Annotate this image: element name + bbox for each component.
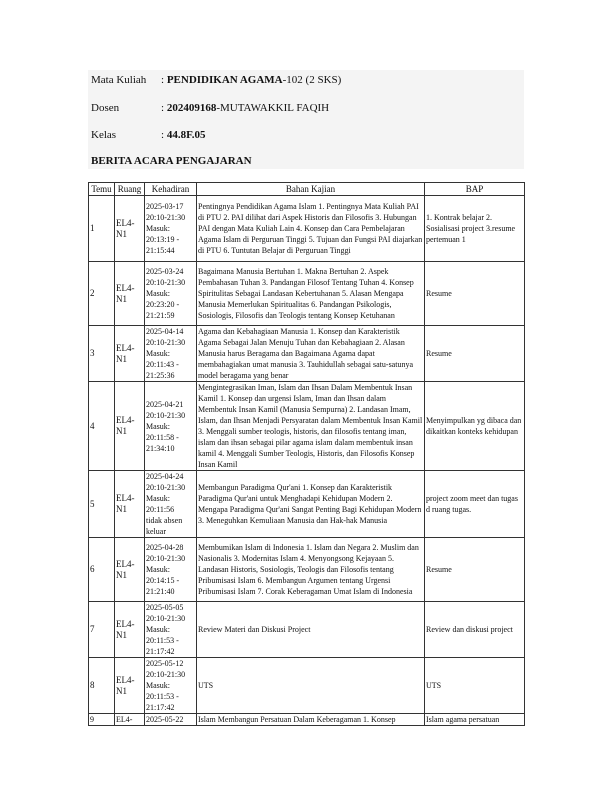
kehadiran-line: Masuk: [146, 681, 170, 690]
cell-temu: 4 [89, 382, 115, 471]
kelas-row [91, 128, 206, 142]
cell-ruang: EL4-N1 [115, 538, 145, 602]
col-ruang: Ruang [115, 183, 145, 196]
section-title: BERITA ACARA PENGAJARAN [91, 155, 252, 167]
table-row [89, 382, 525, 471]
kehadiran-line: 2025-05-05 [146, 603, 184, 612]
cell-bap: Review dan diskusi project [425, 602, 525, 658]
cell-temu: 3 [89, 326, 115, 382]
kehadiran-line: 2025-04-24 [146, 472, 184, 481]
cell-temu: 2 [89, 262, 115, 326]
kehadiran-line: 20:11:56 [146, 505, 175, 514]
kehadiran-line: 20:11:53 - [146, 692, 179, 701]
cell-temu: 5 [89, 471, 115, 538]
kehadiran-line: 21:34:10 [146, 443, 175, 453]
kehadiran-line: Masuk: [146, 349, 170, 358]
dosen-label: Dosen [91, 102, 120, 114]
kehadiran-line: 21:17:42 [146, 647, 175, 656]
cell-bap: UTS [425, 658, 525, 714]
kehadiran-line: Masuk: [146, 494, 170, 503]
kehadiran-line: 20:10-21:30 [146, 338, 186, 347]
kehadiran-line: 2025-04-14 [146, 327, 184, 336]
cell-bahan-kajian: UTS [197, 658, 425, 714]
separator: : [161, 102, 167, 114]
kehadiran-line: 2025-04-28 [146, 543, 184, 552]
cell-bap: Resume [425, 326, 525, 382]
cell-ruang: EL4-N1 [115, 262, 145, 326]
cell-temu: 6 [89, 538, 115, 602]
kehadiran-line: 2025-04-21 [146, 399, 184, 409]
kehadiran-line: 20:11:58 - [146, 432, 179, 442]
kelas-value: 44.8F.05 [166, 129, 206, 141]
cell-temu: 8 [89, 658, 115, 714]
kehadiran-line: 20:11:43 - [146, 360, 179, 369]
cell-temu: 1 [89, 196, 115, 262]
cell-ruang: EL4-N1 [115, 602, 145, 658]
kehadiran-line: 21:21:59 [146, 311, 175, 320]
cell-bap: 1. Kontrak belajar 2. Sosialisasi project 3.resume pertemuan 1 [425, 196, 525, 262]
cell-kehadiran [145, 658, 197, 714]
cell-temu: 7 [89, 602, 115, 658]
kehadiran-line: 2025-05-12 [146, 659, 184, 668]
kehadiran-line: 20:10-21:30 [146, 213, 186, 222]
cell-temu: 9 [89, 714, 115, 726]
table-row [89, 538, 525, 602]
cell-bahan-kajian: Pentingnya Pendidikan Agama Islam 1. Pentingnya Mata Kuliah PAI di PTU 2. PAI dilihat dari Aspek Historis dan Filosofis 3. Hubungan PAI dengan Mata Kuliah Lain 4. Konsep dan Cara Pembelajaran Agama Islam di Perguruan Tinggi 5. Tujuan dan Fungsi PAI diajarkan di PTU 6. Tuntutan Belajar di Perguruan Tinggi [197, 196, 425, 262]
cell-ruang: EL4-N1 [115, 326, 145, 382]
col-temu: Temu [89, 183, 115, 196]
cell-bahan-kajian: Agama dan Kebahagiaan Manusia 1. Konsep dan Karakteristik Agama Sebagai Jalan Menuju Tuhan dan Kebahagiaan 2. Alasan Manusia harus Beragama dan Bagaimana Agama dapat membahagiakan umat manusia 3. Tauhidullah sebagai satu-satunya model beragama yang benar [197, 326, 425, 382]
attendance-table [88, 182, 525, 726]
kehadiran-line: Masuk: [146, 289, 170, 298]
table-row [89, 471, 525, 538]
kehadiran-line: 21:25:36 [146, 371, 175, 380]
cell-ruang: EL4- [115, 714, 145, 726]
kehadiran-line: Masuk: [146, 224, 170, 233]
cell-bap: Resume [425, 538, 525, 602]
table-row [89, 262, 525, 326]
cell-ruang: EL4-N1 [115, 196, 145, 262]
table-row [89, 602, 525, 658]
kehadiran-line: 20:13:19 - [146, 235, 180, 244]
kelas-label: Kelas [91, 129, 117, 141]
kehadiran-line: tidak absen [146, 516, 183, 525]
kehadiran-line: 21:15:44 [146, 246, 175, 255]
cell-bahan-kajian: Membangun Paradigma Qur'ani 1. Konsep dan Karakteristik Paradigma Qur'ani untuk Menghadapi Kehidupan Modern 2. Mengapa Paradigma Qur'ani Sangat Penting Bagi Kehidupan Modern 3. Meneguhkan Kemuliaan Manusia dan Hak-hak Manusia [197, 471, 425, 538]
cell-kehadiran [145, 471, 197, 538]
col-kehadiran: Kehadiran [145, 183, 197, 196]
kehadiran-line: 20:10-21:30 [146, 278, 186, 287]
cell-bahan-kajian: Islam Membangun Persatuan Dalam Keberagaman 1. Konsep [197, 714, 425, 726]
kehadiran-line: 20:10-21:30 [146, 554, 186, 563]
mata-kuliah-label: Mata Kuliah [91, 74, 147, 86]
table-body [89, 196, 525, 726]
cell-kehadiran [145, 196, 197, 262]
dosen-row [91, 101, 329, 115]
course-name: PENDIDIKAN AGAMA [166, 74, 283, 86]
kehadiran-line: Masuk: [146, 421, 170, 431]
kehadiran-line: Masuk: [146, 625, 170, 634]
cell-bap: Islam agama persatuan [425, 714, 525, 726]
cell-kehadiran [145, 262, 197, 326]
kehadiran-line: 20:10-21:30 [146, 483, 186, 492]
col-bap: BAP [425, 183, 525, 196]
cell-kehadiran [145, 326, 197, 382]
cell-bahan-kajian: Bagaimana Manusia Bertuhan 1. Makna Bertuhan 2. Aspek Pembahasan Tuhan 3. Pandangan Filosof Tentang Tuhan 4. Konsep Spiritulitas Sebagai Landasan Kebertuhanan 5. Alasan Mengapa Manusia Memerlukan Spiritualitas 6. Pandangan Psikologis, Sosiologis, Filosofis dan Teologis tentang Konsep Ketuhanan [197, 262, 425, 326]
dosen-id: 202409168 [166, 102, 217, 114]
cell-bap: Resume [425, 262, 525, 326]
separator: : [161, 129, 167, 141]
mata-kuliah-row [91, 73, 341, 87]
cell-kehadiran [145, 714, 197, 726]
cell-ruang: EL4-N1 [115, 658, 145, 714]
cell-kehadiran [145, 602, 197, 658]
table-row [89, 658, 525, 714]
kehadiran-line: 21:21:40 [146, 587, 175, 596]
course-code: -102 (2 SKS) [282, 74, 342, 86]
cell-bap: Menyimpulkan yg dibaca dan dikaitkan konteks kehidupan [425, 382, 525, 471]
kehadiran-line: 20:10-21:30 [146, 670, 186, 679]
separator: : [161, 74, 167, 86]
cell-ruang: EL4-N1 [115, 471, 145, 538]
course-info-panel [88, 70, 524, 169]
kehadiran-line: 2025-03-24 [146, 267, 184, 276]
cell-ruang: EL4-N1 [115, 382, 145, 471]
kehadiran-line: 20:10-21:30 [146, 614, 186, 623]
kehadiran-line: 20:11:53 - [146, 636, 179, 645]
kehadiran-line: 20:14:15 - [146, 576, 180, 585]
cell-bahan-kajian: Membumikan Islam di Indonesia 1. Islam dan Negara 2. Muslim dan Nasionalis 3. Modernitas Islam 4. Menyongsong Kejayaan 5. Landasan Historis, Sosiologis, Teologis dan Filosofis tentang Pribumisasi Islam 6. Membangun Argumen tentang Urgensi Pribumisasi Islam 7. Corak Keberagaman Umat Islam di Indonesia [197, 538, 425, 602]
cell-bahan-kajian: Review Materi dan Diskusi Project [197, 602, 425, 658]
col-bahan-kajian: Bahan Kajian [197, 183, 425, 196]
dosen-name: -MUTAWAKKIL FAQIH [216, 102, 330, 114]
kehadiran-line: 2025-03-17 [146, 202, 184, 211]
cell-bap: project zoom meet dan tugas d ruang tugas. [425, 471, 525, 538]
kehadiran-line: 20:23:20 - [146, 300, 180, 309]
cell-kehadiran [145, 382, 197, 471]
table-row [89, 326, 525, 382]
table-header-row [89, 183, 525, 196]
kehadiran-line: 2025-05-22 [146, 715, 184, 724]
kehadiran-line: 20:10-21:30 [146, 410, 186, 420]
cell-bahan-kajian: Mengintegrasikan Iman, Islam dan Ihsan Dalam Membentuk Insan Kamil 1. Konsep dan urgensi Islam, Iman dan Ihsan dalam Membentuk Insan Kamil (Manusia Sempurna) 2. Landasan Imam, Islam, dan Ihsan Menjadi Persyaratan dalam Membentuk Insan Kamil 3. Menggali sumber teologis, historis, dan filosofis tentang iman, islam dan ihsan sebagai pilar agama islam dalam membentuk insan kamil 4. Menggali Sumber Teologis, Historis, dan Filosofis Konsep Insan Kamil [197, 382, 425, 471]
kehadiran-line: keluar [146, 527, 166, 536]
kehadiran-line: 21:17:42 [146, 703, 175, 712]
table-row [89, 196, 525, 262]
kehadiran-line: Masuk: [146, 565, 170, 574]
cell-kehadiran [145, 538, 197, 602]
table-row [89, 714, 525, 726]
